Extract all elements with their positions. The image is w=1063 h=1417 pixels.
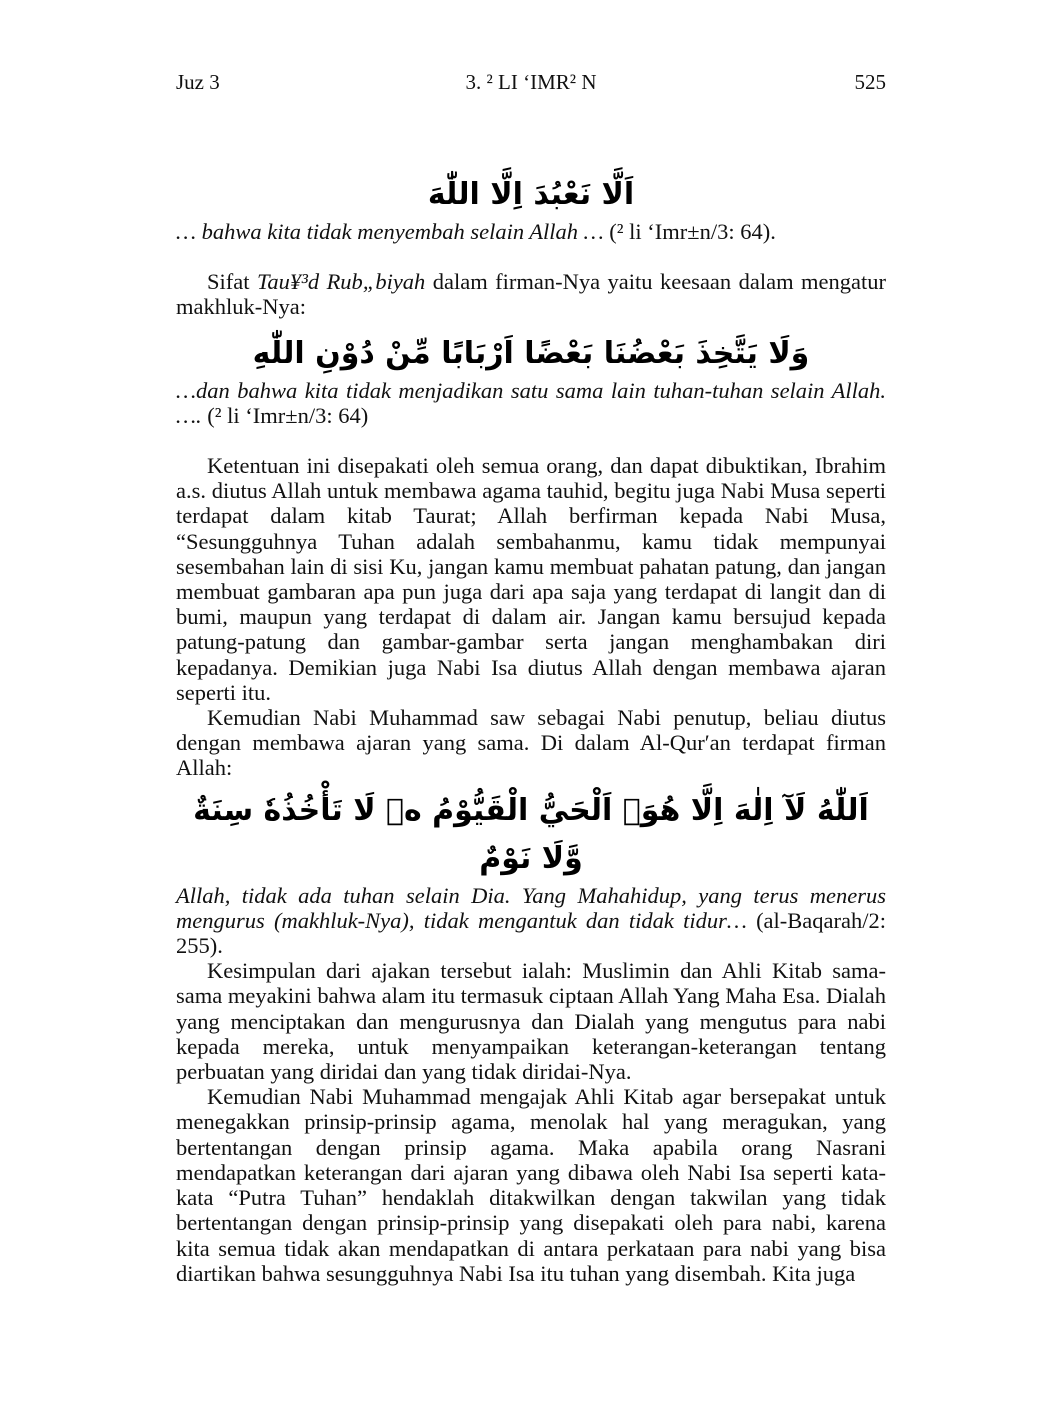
verse-3-translation-text: Allah, tidak ada tuhan selain Dia. Yang Mahahidup, yang terus menerus mengurus (makhluk-Nya), tidak mengantuk dan tidak tidur… [176, 882, 886, 933]
verse-1-translation [176, 219, 886, 244]
paragraph-2: Kemudian Nabi Muhammad saw sebagai Nabi penutup, beliau diutus dengan membawa ajaran yang sama. Di dalam Al-Qur′an terdapat firman Allah: [176, 705, 886, 781]
paragraph-1: Ketentuan ini disepakati oleh semua orang, dan dapat dibuktikan, Ibrahim a.s. diutus Allah untuk membawa agama tauhid, begitu juga Nabi Musa seperti terdapat dalam kitab Taurat; Allah berfirman kepada Nabi Musa, “Sesungguhnya Tuhan adalah sembahanmu, kamu tidak mempunyai sesembahan lain di sisi Ku, jangan kamu membuat pahatan patung, dan jangan membuat gambaran apa pun juga dari apa saja yang terdapat di langit dan di bumi, maupun yang terdapat di dalam air. Jangan kamu bersujud kepada patung-patung dan gambar-gambar serta jangan menghambakan diri kepadanya. Demikian juga Nabi Isa diutus Allah dengan membawa ajaran seperti itu. [176, 453, 886, 705]
paragraph-4: Kemudian Nabi Muhammad mengajak Ahli Kitab agar bersepakat untuk menegakkan prinsip-prinsip agama, menolak hal yang meragukan, yang bertentangan dengan prinsip agama. Maka apabila orang Nasrani mendapatkan keterangan dari ajaran yang dibawa oleh Nabi Isa seperti kata-kata “Putra Tuhan” hendaklah ditakwilkan dengan takwilan yang tidak bertentangan dengan prinsip-prinsip yang disepakati oleh para nabi, karena kita semua tidak akan mendapatkan di antara perkataan para nabi yang bisa diartikan bahwa sesungguhnya Nabi Isa itu tuhan yang disembah. Kita juga [176, 1084, 886, 1286]
verse-2-translation [176, 378, 886, 428]
sifat-intro: Sifat [207, 269, 257, 295]
page-body [176, 165, 886, 1286]
verse-2-translation-text: …dan bahwa kita tidak menjadikan satu sama lain tuhan-tuhan selain Allah. …. [176, 377, 886, 428]
arabic-verse-1: اَلَّا نَعْبُدَ اِلَّا اللّٰهَ [427, 177, 635, 212]
arabic-verse-3: اَللّٰهُ لَآ اِلٰهَ اِلَّا هُوَۚ اَلْحَيُّ الْقَيُّوْمُ ەۚ لَا تَأْخُذُهٗ سِنَةٌ وَّلَا نَوْمٌ [193, 792, 869, 876]
page-number: 525 [854, 70, 886, 94]
sifat-term: Tau¥³d Rub„biyah [256, 269, 426, 295]
arabic-verse-2: وَلَا يَتَّخِذَ بَعْضُنَا بَعْضًا اَرْبَابًا مِّنْ دُوْنِ اللّٰهِ [252, 335, 810, 371]
surah-title: 3. ² LI ‘IMR² N [465, 70, 597, 94]
page-header [176, 70, 886, 98]
verse-2-reference: (² li ‘Imr±n/3: 64) [201, 402, 369, 428]
juz-label: Juz 3 [176, 70, 220, 94]
verse-1-translation-text: … bahwa kita tidak menyembah selain Allah … [176, 219, 604, 244]
paragraph-3: Kesimpulan dari ajakan tersebut ialah: Muslimin dan Ahli Kitab sama-sama meyakini bahwa alam itu termasuk ciptaan Allah Yang Maha Esa. Dialah yang menciptakan dan mengurusnya dan Dialah yang mengutus para nabi kepada mereka, untuk menyampaikan keterangan-keterangan tentang perbuatan yang diridai dan yang tidak diridai-Nya. [176, 958, 886, 1085]
verse-3-reference: (al-Baqarah/2: 255). [176, 907, 886, 959]
sifat-rest: dalam firman-Nya yaitu keesaan dalam mengatur makhluk-Nya: [176, 269, 886, 320]
sifat-paragraph [176, 269, 886, 319]
verse-1-reference: (² li ‘Imr±n/3: 64). [603, 219, 776, 244]
verse-3-translation [176, 883, 886, 959]
